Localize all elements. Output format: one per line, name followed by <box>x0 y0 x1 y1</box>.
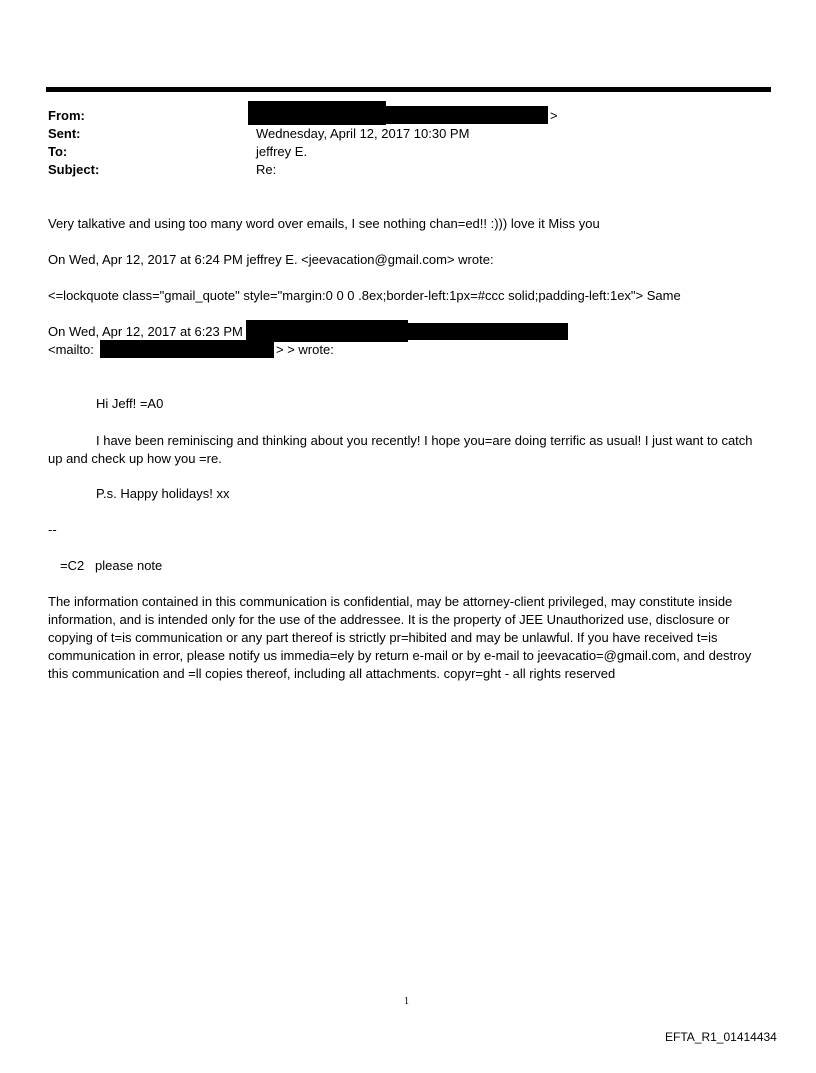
disclaimer-paragraph: The information contained in this communication is confidential, may be attorney-client privileged, may constitute inside information, and is intended only for the use of the addressee. It is the property of JEE Unauthorized use, disclosure or copying of t=is communication or any part thereof is strictly pr=hibited and may be unlawful. If you have received t=is communication in error, please notify us immedia=ely by return e-mail or by e-mail to jeevacatio=@gmail.com, and destroy this communication and =ll copies thereof, including all attachments. copyr=ght - all rights reserved <box>48 594 752 681</box>
ps-line: P.s. Happy holidays! xx <box>96 486 230 501</box>
redaction-bar <box>408 323 568 340</box>
quote-header-1: On Wed, Apr 12, 2017 at 6:23 PM <box>48 324 243 339</box>
redaction-bar <box>386 106 548 124</box>
please-note: =C2 please note <box>60 558 163 573</box>
quote-header-2a: <mailto: <box>48 342 94 357</box>
to-label: To: <box>48 144 68 159</box>
sent-label: Sent: <box>48 126 81 141</box>
redaction-bar <box>248 101 386 125</box>
page-number: 1 <box>404 996 409 1007</box>
subject-label: Subject: <box>48 162 100 177</box>
body-line-3: <=lockquote class="gmail_quote" style="margin:0 0 0 .8ex;border-left:1px=#ccc solid;padding-left:1ex"> Same <box>48 288 681 303</box>
header-rule <box>46 87 771 92</box>
document-id: EFTA_R1_01414434 <box>665 1030 777 1044</box>
from-label: From: <box>48 108 85 123</box>
redaction-bar <box>246 320 408 342</box>
from-tail: > <box>550 108 558 123</box>
signature-separator: -- <box>48 522 57 537</box>
quote-header-2b: > > wrote: <box>276 342 334 357</box>
greeting: Hi Jeff! =A0 <box>96 396 164 411</box>
subject-value: Re: <box>256 162 277 177</box>
sent-value: Wednesday, April 12, 2017 10:30 PM <box>256 126 470 141</box>
body-line-1: Very talkative and using too many word over emails, I see nothing chan=ed!! :))) love it Miss you <box>48 216 600 231</box>
to-value: jeffrey E. <box>256 144 308 159</box>
message-paragraph: I have been reminiscing and thinking about you recently! I hope you=are doing terrific as usual! I just want to catch up and check up how you =re. <box>48 433 753 466</box>
redaction-bar <box>100 340 274 358</box>
body-line-2: On Wed, Apr 12, 2017 at 6:24 PM jeffrey E. <jeevacation@gmail.com> wrote: <box>48 252 494 267</box>
